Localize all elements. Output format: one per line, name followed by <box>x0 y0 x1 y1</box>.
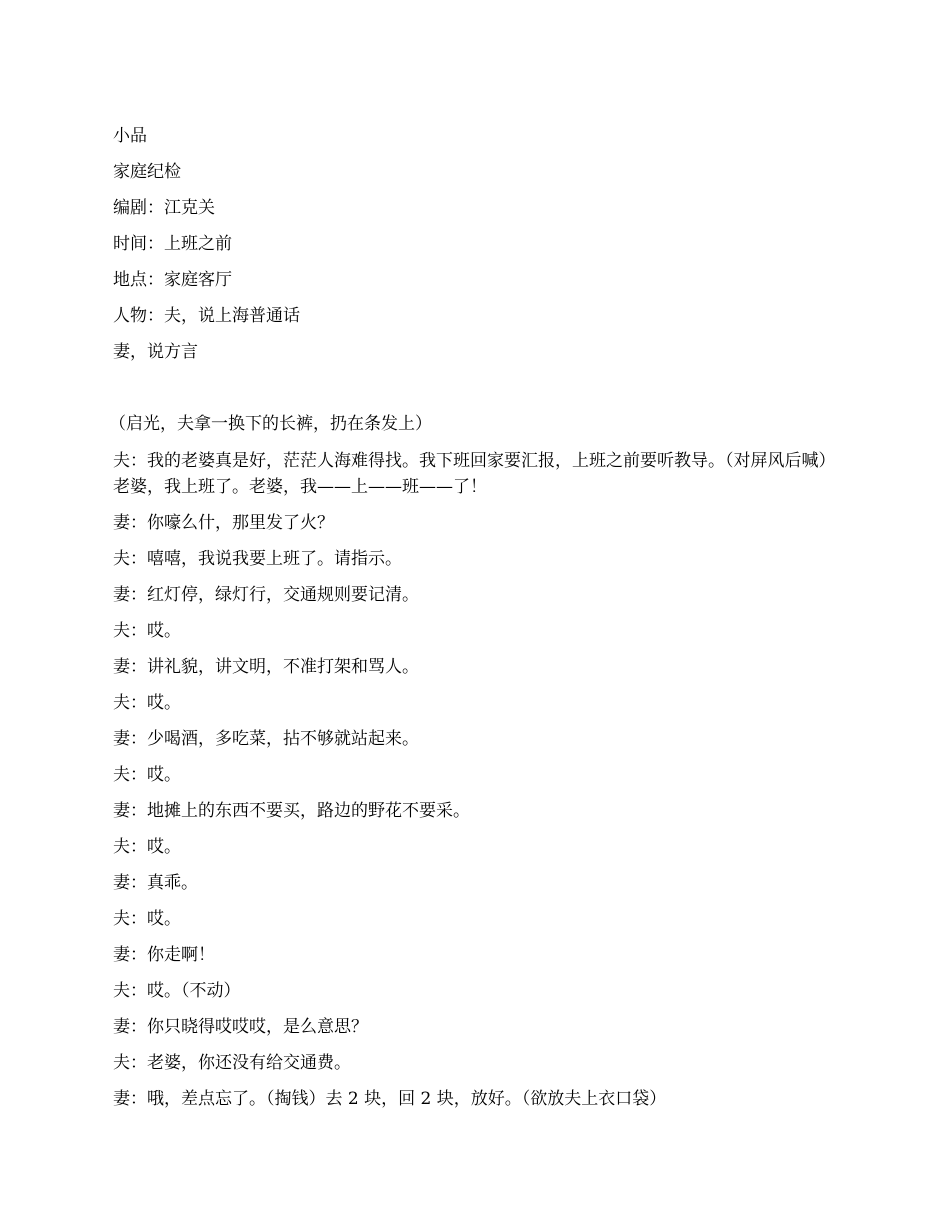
dialogue-line: 夫：哎。 <box>113 621 181 641</box>
dialogue-line: 妻：你只晓得哎哎哎，是么意思？ <box>113 1017 368 1037</box>
location-line: 地点：家庭客厅 <box>113 270 232 290</box>
playwright-line: 编剧：江克关 <box>113 198 215 218</box>
dialogue-line: 夫：哎。 <box>113 909 181 929</box>
dialogue-line: 夫：老婆，你还没有给交通费。 <box>113 1053 351 1073</box>
dialogue-line: 夫：哎。（不动） <box>113 981 241 1001</box>
characters-line-2: 妻，说方言 <box>113 342 198 362</box>
dialogue-line: 夫：哎。 <box>113 837 181 857</box>
script-body <box>109 124 838 1123</box>
stage-direction: （启光，夫拿一换下的长裤，扔在条发上） <box>109 414 432 434</box>
dialogue-line: 妻：红灯停，绿灯行，交通规则要记清。 <box>113 585 419 605</box>
dialogue-line: 妻：少喝酒，多吃菜，拈不够就站起来。 <box>113 729 419 749</box>
dialogue-line: 夫：我的老婆真是好，茫茫人海难得找。我下班回家要汇报，上班之前要听教导。（对屏风后喊）老婆，我上班了。老婆，我——上——班——了！ <box>113 451 836 497</box>
dialogue-line: 妻：讲礼貌，讲文明，不准打架和骂人。 <box>113 657 419 677</box>
play-title: 家庭纪检 <box>113 162 181 182</box>
dialogue-line: 妻：地摊上的东西不要买，路边的野花不要采。 <box>113 801 470 821</box>
dialogue-line: 妻：真乖。 <box>113 873 198 893</box>
dialogue-line: 妻：你嚎么什，那里发了火？ <box>113 513 334 533</box>
genre-label: 小品 <box>113 126 147 146</box>
time-line: 时间：上班之前 <box>113 234 232 254</box>
blank-gap <box>113 376 838 412</box>
dialogue-line: 夫：嘻嘻，我说我要上班了。请指示。 <box>113 549 402 569</box>
characters-line: 人物：夫，说上海普通话 <box>113 306 300 326</box>
dialogue-line: 妻：哦，差点忘了。（掏钱）去 2 块，回 2 块，放好。（欲放夫上衣口袋） <box>113 1089 667 1109</box>
dialogue-line: 夫：哎。 <box>113 693 181 713</box>
dialogue-line: 夫：哎。 <box>113 765 181 785</box>
dialogue-line: 妻：你走啊！ <box>113 945 215 965</box>
